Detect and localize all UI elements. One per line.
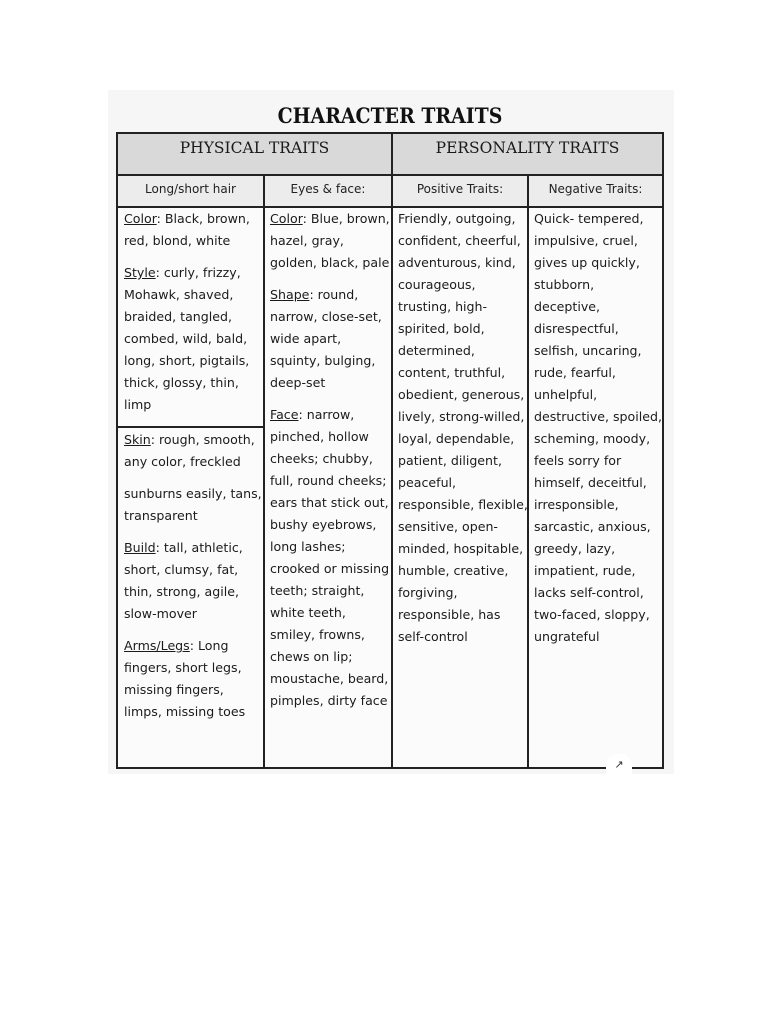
expand-icon[interactable]: ↗ <box>606 754 632 776</box>
positive-traits-cell <box>398 208 528 658</box>
main-column-divider <box>391 134 393 767</box>
skin-text: : rough, smooth, any color, freckled <box>124 432 255 469</box>
hair-color-label: Color <box>124 211 157 226</box>
face-text: : narrow, pinched, hollow cheeks; chubby, full, round cheeks; ears that stick out, bushy eyebrows, long lashes; crooked or missing teeth; straight, white teeth, smiley, frowns, chews on lip; moustache, beard, pimples, dirty face <box>270 407 390 708</box>
subheader-hair: Long/short hair <box>118 176 263 207</box>
personality-traits-header: PERSONALITY TRAITS <box>393 134 662 174</box>
traits-table <box>116 132 664 769</box>
arms-legs-label: Arms/Legs <box>124 638 190 653</box>
build-text: : tall, athletic, short, clumsy, fat, thin, strong, agile, slow-mover <box>124 540 243 621</box>
arms-legs-text: : Long fingers, short legs, missing fingers, limps, missing toes <box>124 638 246 719</box>
eyes-face-cell <box>270 208 390 722</box>
hair-style-text: : curly, frizzy, Mohawk, shaved, braided, tangled, combed, wild, bald, long, short, pigtails, thick, glossy, thin, limp <box>124 265 250 412</box>
page-title: CHARACTER TRAITS <box>277 103 503 128</box>
hair-cell <box>124 208 264 426</box>
eye-color-text: : Blue, brown, hazel, gray, golden, black, pale <box>270 211 390 270</box>
positive-traits-text: Friendly, outgoing, confident, cheerful, adventurous, kind, courageous, trusting, high-spirited, bold, determined, content, truthful, obedient, generous, lively, strong-willed, loyal, dependable, patient, diligent, peaceful, responsible, flexible, sensitive, open-minded, hospitable, humble, creative, forgiving, responsible, has self-control <box>398 211 528 644</box>
build-label: Build <box>124 540 156 555</box>
hair-color-text: : Black, brown, red, blond, white <box>124 211 250 248</box>
eye-color-label: Color <box>270 211 303 226</box>
negative-traits-cell <box>534 208 662 658</box>
hair-style-label: Style <box>124 265 156 280</box>
hair-body-divider <box>118 426 263 428</box>
face-label: Face <box>270 407 299 422</box>
subheader-eyes: Eyes & face: <box>265 176 391 207</box>
skin-text-extra: sunburns easily, tans, transparent <box>124 486 262 523</box>
negative-traits-text: Quick- tempered, impulsive, cruel, gives up quickly, stubborn, deceptive, disrespectful, selfish, uncaring, rude, fearful, unhelpful, destructive, spoiled, scheming, moody, feels sorry for himself, deceitful, irresponsible, sarcastic, anxious, greedy, lazy, impatient, rude, lacks self-control, two-faced, sloppy, ungrateful <box>534 211 662 644</box>
body-cell <box>124 429 264 733</box>
header-divider <box>118 174 662 176</box>
physical-traits-header: PHYSICAL TRAITS <box>118 134 391 174</box>
eye-shape-label: Shape <box>270 287 310 302</box>
eye-shape-text: : round, narrow, close-set, wide apart, squinty, bulging, deep-set <box>270 287 382 390</box>
subheader-positive: Positive Traits: <box>393 176 527 207</box>
subheader-negative: Negative Traits: <box>529 176 662 207</box>
skin-label: Skin <box>124 432 151 447</box>
